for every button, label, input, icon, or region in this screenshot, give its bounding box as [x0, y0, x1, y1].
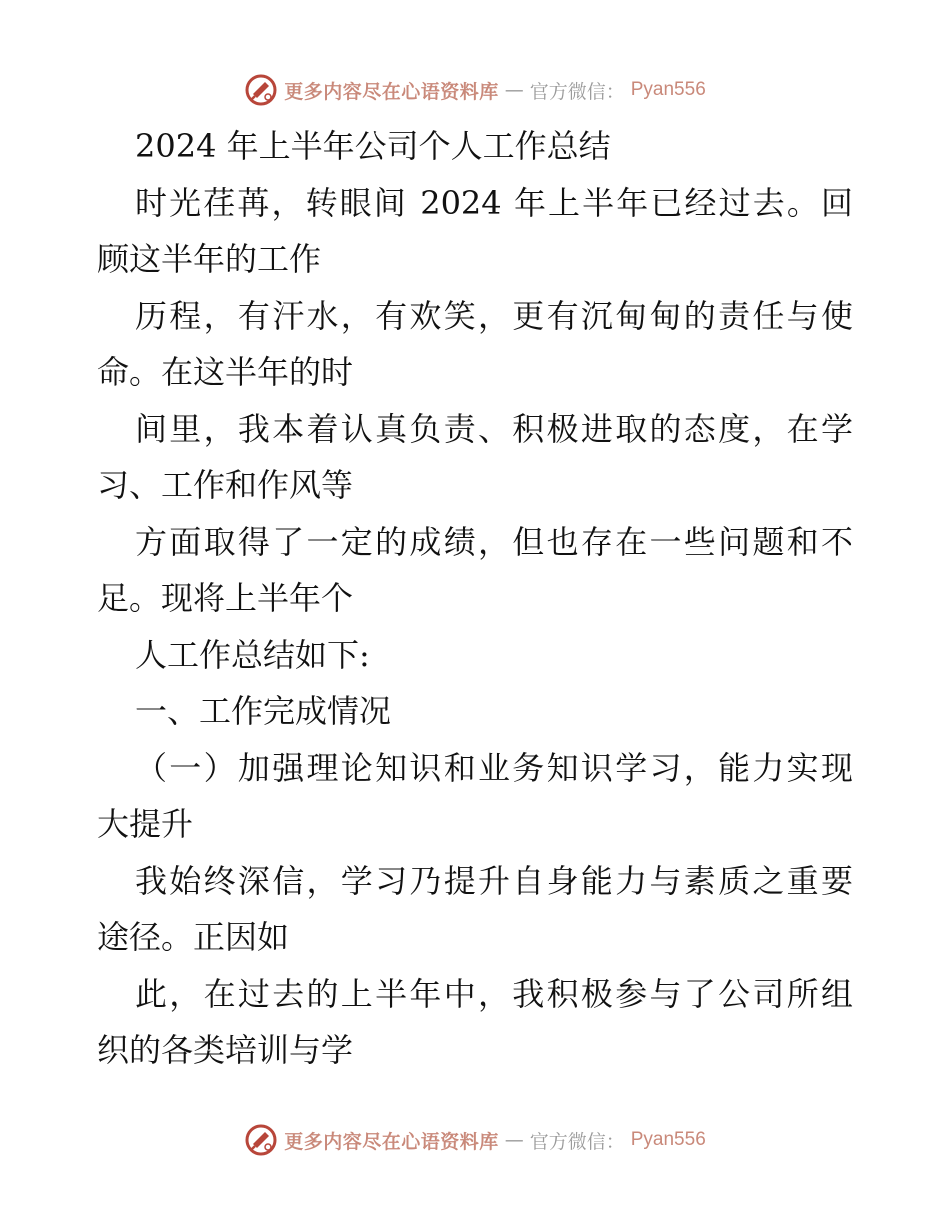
- paragraph-line: 我始终深信，学习乃提升自身能力与素质之重要: [135, 861, 853, 900]
- footer-banner: [0, 1120, 950, 1160]
- banner-separator: —: [504, 1129, 524, 1151]
- paragraph-line: 足。现将上半年个: [97, 579, 354, 617]
- header-banner: [0, 70, 950, 110]
- section-heading: 一、工作完成情况: [135, 692, 392, 730]
- logo-icon: [244, 1123, 278, 1157]
- header-banner-content: [244, 73, 706, 107]
- banner-text: 更多内容尽在心语资料库: [284, 1130, 499, 1153]
- footer-banner-content: [244, 1123, 706, 1157]
- banner-contact-label: 官方微信：: [529, 1130, 625, 1153]
- banner-separator: —: [504, 79, 524, 101]
- paragraph-line: 方面取得了一定的成绩，但也存在一些问题和不: [135, 522, 853, 561]
- paragraph-line: 途径。正因如: [97, 918, 290, 956]
- paragraph-line: 人工作总结如下:: [135, 635, 370, 674]
- paragraph-line: 顾这半年的工作: [97, 240, 322, 278]
- banner-contact-id: Pyan556: [630, 1129, 706, 1150]
- document-title: 2024 年上半年公司个人工作总结: [135, 127, 611, 165]
- paragraph-line: 习、工作和作风等: [97, 466, 354, 504]
- logo-icon: [244, 73, 278, 107]
- banner-text: 更多内容尽在心语资料库: [284, 80, 499, 103]
- paragraph-line: 织的各类培训与学: [97, 1031, 354, 1069]
- paragraph-line: 时光荏苒，转眼间 2024 年上半年已经过去。回: [135, 183, 853, 222]
- document-body: [97, 118, 853, 1079]
- banner-contact-id: Pyan556: [630, 79, 706, 100]
- paragraph-line: 命。在这半年的时: [97, 353, 354, 391]
- subsection-heading-continued: 大提升: [97, 805, 194, 843]
- subsection-heading: （一）加强理论知识和业务知识学习，能力实现: [135, 748, 853, 787]
- banner-contact-label: 官方微信：: [529, 80, 625, 103]
- paragraph-line: 历程，有汗水，有欢笑，更有沉甸甸的责任与使: [135, 296, 853, 335]
- paragraph-line: 此，在过去的上半年中，我积极参与了公司所组: [135, 974, 853, 1013]
- paragraph-line: 间里，我本着认真负责、积极进取的态度，在学: [135, 409, 853, 448]
